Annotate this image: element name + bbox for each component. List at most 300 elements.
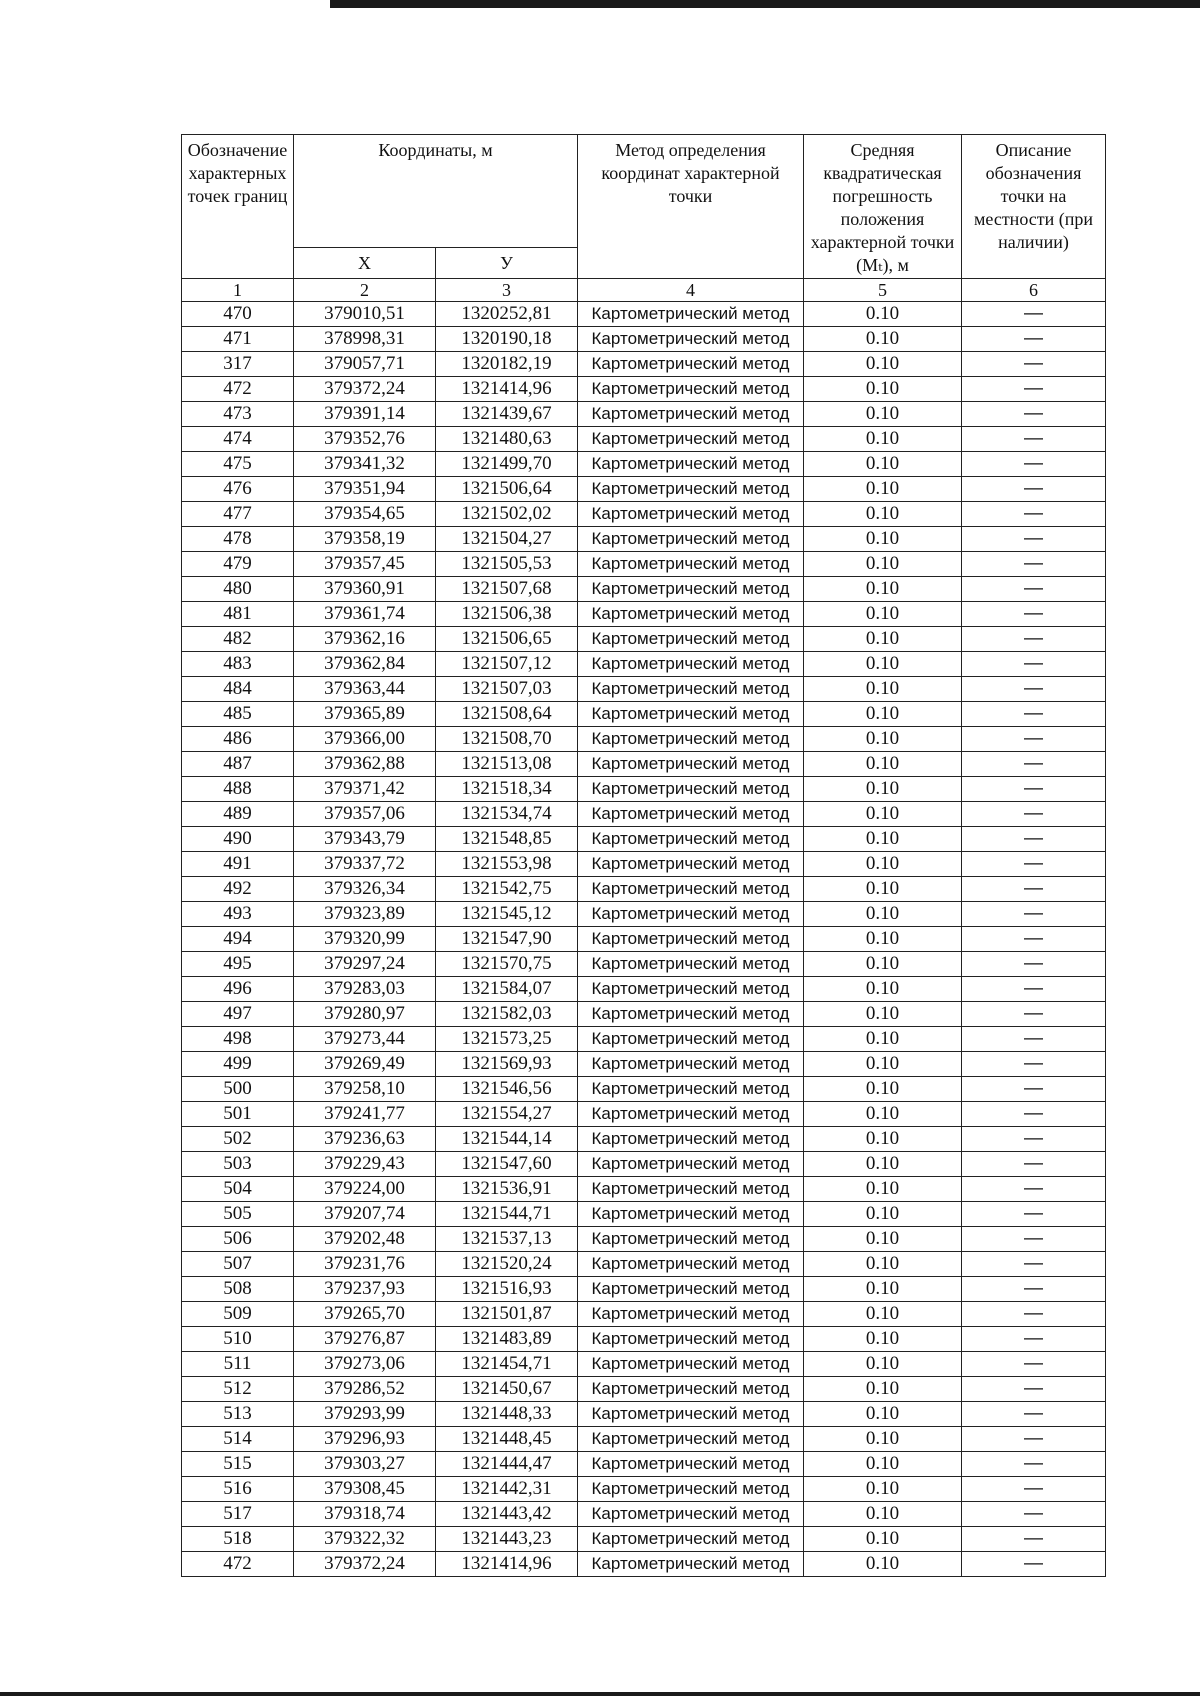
- cell-description: —: [962, 802, 1106, 827]
- cell-x: 379241,77: [294, 1102, 436, 1127]
- cell-x: 379010,51: [294, 302, 436, 327]
- cell-description: —: [962, 452, 1106, 477]
- cell-error: 0.10: [804, 402, 962, 427]
- cell-description: —: [962, 1302, 1106, 1327]
- header-error: Средняя квадратическая погрешность положения характерной точки (Mₜ), м: [804, 135, 962, 279]
- cell-y: 1321546,56: [436, 1077, 578, 1102]
- cell-y: 1321570,75: [436, 952, 578, 977]
- cell-x: 379363,44: [294, 677, 436, 702]
- cell-description: —: [962, 877, 1106, 902]
- cell-x: 379372,24: [294, 1552, 436, 1577]
- cell-description: —: [962, 1502, 1106, 1527]
- cell-y: 1321534,74: [436, 802, 578, 827]
- cell-error: 0.10: [804, 327, 962, 352]
- cell-description: —: [962, 952, 1106, 977]
- cell-method: Картометрический метод: [578, 1177, 804, 1202]
- cell-error: 0.10: [804, 1427, 962, 1452]
- cell-y: 1321508,64: [436, 702, 578, 727]
- table-row: [182, 1552, 1106, 1577]
- cell-y: 1321499,70: [436, 452, 578, 477]
- table-row: [182, 427, 1106, 452]
- cell-error: 0.10: [804, 1152, 962, 1177]
- cell-x: 379057,71: [294, 352, 436, 377]
- table-row: [182, 677, 1106, 702]
- cell-method: Картометрический метод: [578, 877, 804, 902]
- cell-description: —: [962, 1377, 1106, 1402]
- table-row: [182, 1302, 1106, 1327]
- cell-y: 1321506,38: [436, 602, 578, 627]
- cell-point-id: 480: [182, 577, 294, 602]
- cell-point-id: 472: [182, 1552, 294, 1577]
- cell-error: 0.10: [804, 1002, 962, 1027]
- cell-y: 1321513,08: [436, 752, 578, 777]
- cell-y: 1321548,85: [436, 827, 578, 852]
- table-row: [182, 1127, 1106, 1152]
- cell-description: —: [962, 1102, 1106, 1127]
- table-row: [182, 952, 1106, 977]
- cell-description: —: [962, 427, 1106, 452]
- cell-point-id: 510: [182, 1327, 294, 1352]
- table-row: [182, 1027, 1106, 1052]
- col-number: 3: [436, 279, 578, 302]
- cell-point-id: 470: [182, 302, 294, 327]
- cell-point-id: 474: [182, 427, 294, 452]
- table-row: [182, 852, 1106, 877]
- cell-method: Картометрический метод: [578, 1052, 804, 1077]
- cell-point-id: 518: [182, 1527, 294, 1552]
- cell-method: Картометрический метод: [578, 1227, 804, 1252]
- cell-method: Картометрический метод: [578, 602, 804, 627]
- cell-point-id: 481: [182, 602, 294, 627]
- header-description: Описание обозначения точки на местности (при наличии): [962, 135, 1106, 279]
- cell-error: 0.10: [804, 702, 962, 727]
- cell-error: 0.10: [804, 1077, 962, 1102]
- cell-method: Картометрический метод: [578, 1427, 804, 1452]
- cell-x: 379273,06: [294, 1352, 436, 1377]
- cell-method: Картометрический метод: [578, 352, 804, 377]
- cell-description: —: [962, 827, 1106, 852]
- cell-description: —: [962, 1127, 1106, 1152]
- cell-error: 0.10: [804, 502, 962, 527]
- cell-error: 0.10: [804, 377, 962, 402]
- cell-method: Картометрический метод: [578, 402, 804, 427]
- cell-method: Картометрический метод: [578, 377, 804, 402]
- cell-description: —: [962, 752, 1106, 777]
- cell-x: 379231,76: [294, 1252, 436, 1277]
- cell-description: —: [962, 1527, 1106, 1552]
- cell-x: 379283,03: [294, 977, 436, 1002]
- cell-error: 0.10: [804, 477, 962, 502]
- table-row: [182, 927, 1106, 952]
- cell-point-id: 494: [182, 927, 294, 952]
- cell-error: 0.10: [804, 1477, 962, 1502]
- cell-x: 379326,34: [294, 877, 436, 902]
- cell-x: 379273,44: [294, 1027, 436, 1052]
- header-method: Метод определения координат характерной точки: [578, 135, 804, 279]
- table-row: [182, 777, 1106, 802]
- cell-method: Картометрический метод: [578, 1252, 804, 1277]
- cell-y: 1321448,33: [436, 1402, 578, 1427]
- cell-point-id: 516: [182, 1477, 294, 1502]
- cell-y: 1321448,45: [436, 1427, 578, 1452]
- cell-description: —: [962, 1227, 1106, 1252]
- cell-error: 0.10: [804, 1227, 962, 1252]
- cell-point-id: 496: [182, 977, 294, 1002]
- cell-y: 1321547,60: [436, 1152, 578, 1177]
- cell-method: Картометрический метод: [578, 852, 804, 877]
- cell-y: 1321504,27: [436, 527, 578, 552]
- cell-method: Картометрический метод: [578, 1102, 804, 1127]
- cell-point-id: 317: [182, 352, 294, 377]
- cell-y: 1321439,67: [436, 402, 578, 427]
- col-number: 6: [962, 279, 1106, 302]
- cell-x: 379202,48: [294, 1227, 436, 1252]
- cell-description: —: [962, 1177, 1106, 1202]
- cell-y: 1321573,25: [436, 1027, 578, 1052]
- cell-y: 1321505,53: [436, 552, 578, 577]
- cell-x: 379358,19: [294, 527, 436, 552]
- cell-y: 1321554,27: [436, 1102, 578, 1127]
- cell-y: 1321569,93: [436, 1052, 578, 1077]
- cell-error: 0.10: [804, 877, 962, 902]
- cell-description: —: [962, 1252, 1106, 1277]
- cell-method: Картометрический метод: [578, 477, 804, 502]
- cell-method: Картометрический метод: [578, 302, 804, 327]
- cell-y: 1321547,90: [436, 927, 578, 952]
- cell-description: —: [962, 677, 1106, 702]
- cell-point-id: 514: [182, 1427, 294, 1452]
- cell-error: 0.10: [804, 1102, 962, 1127]
- cell-x: 379322,32: [294, 1527, 436, 1552]
- cell-y: 1321507,03: [436, 677, 578, 702]
- cell-description: —: [962, 1077, 1106, 1102]
- cell-point-id: 484: [182, 677, 294, 702]
- cell-x: 379366,00: [294, 727, 436, 752]
- cell-description: —: [962, 1002, 1106, 1027]
- cell-point-id: 491: [182, 852, 294, 877]
- cell-error: 0.10: [804, 1177, 962, 1202]
- cell-method: Картометрический метод: [578, 827, 804, 852]
- cell-point-id: 504: [182, 1177, 294, 1202]
- cell-x: 379337,72: [294, 852, 436, 877]
- cell-error: 0.10: [804, 1552, 962, 1577]
- table-row: [182, 727, 1106, 752]
- cell-y: 1321536,91: [436, 1177, 578, 1202]
- cell-error: 0.10: [804, 352, 962, 377]
- cell-error: 0.10: [804, 1052, 962, 1077]
- cell-description: —: [962, 627, 1106, 652]
- cell-method: Картометрический метод: [578, 1152, 804, 1177]
- cell-error: 0.10: [804, 1452, 962, 1477]
- cell-x: 379296,93: [294, 1427, 436, 1452]
- cell-x: 379286,52: [294, 1377, 436, 1402]
- cell-error: 0.10: [804, 977, 962, 1002]
- cell-method: Картометрический метод: [578, 452, 804, 477]
- cell-x: 379265,70: [294, 1302, 436, 1327]
- table-row: [182, 1177, 1106, 1202]
- cell-y: 1321516,93: [436, 1277, 578, 1302]
- table-row: [182, 652, 1106, 677]
- cell-error: 0.10: [804, 1377, 962, 1402]
- cell-description: —: [962, 377, 1106, 402]
- cell-method: Картометрический метод: [578, 552, 804, 577]
- cell-y: 1321507,68: [436, 577, 578, 602]
- cell-error: 0.10: [804, 1527, 962, 1552]
- cell-x: 379224,00: [294, 1177, 436, 1202]
- cell-x: 379357,45: [294, 552, 436, 577]
- cell-y: 1321443,23: [436, 1527, 578, 1552]
- cell-error: 0.10: [804, 1252, 962, 1277]
- cell-error: 0.10: [804, 602, 962, 627]
- cell-error: 0.10: [804, 1027, 962, 1052]
- cell-point-id: 506: [182, 1227, 294, 1252]
- cell-description: —: [962, 302, 1106, 327]
- cell-y: 1321444,47: [436, 1452, 578, 1477]
- cell-error: 0.10: [804, 852, 962, 877]
- cell-description: —: [962, 652, 1106, 677]
- col-number: 1: [182, 279, 294, 302]
- cell-method: Картометрический метод: [578, 427, 804, 452]
- table-row: [182, 702, 1106, 727]
- cell-point-id: 501: [182, 1102, 294, 1127]
- cell-point-id: 503: [182, 1152, 294, 1177]
- cell-description: —: [962, 1052, 1106, 1077]
- cell-error: 0.10: [804, 627, 962, 652]
- table-row: [182, 1377, 1106, 1402]
- table-row: [182, 1152, 1106, 1177]
- cell-error: 0.10: [804, 577, 962, 602]
- cell-y: 1321450,67: [436, 1377, 578, 1402]
- cell-point-id: 482: [182, 627, 294, 652]
- cell-y: 1321584,07: [436, 977, 578, 1002]
- cell-x: 379229,43: [294, 1152, 436, 1177]
- table-row: [182, 1002, 1106, 1027]
- cell-x: 379280,97: [294, 1002, 436, 1027]
- cell-point-id: 513: [182, 1402, 294, 1427]
- table-row: [182, 527, 1106, 552]
- table-row: [182, 1102, 1106, 1127]
- cell-y: 1321507,12: [436, 652, 578, 677]
- cell-method: Картометрический метод: [578, 327, 804, 352]
- cell-x: 379362,16: [294, 627, 436, 652]
- cell-description: —: [962, 1552, 1106, 1577]
- cell-y: 1321414,96: [436, 377, 578, 402]
- cell-method: Картометрический метод: [578, 1302, 804, 1327]
- cell-y: 1321442,31: [436, 1477, 578, 1502]
- cell-point-id: 487: [182, 752, 294, 777]
- cell-y: 1321518,34: [436, 777, 578, 802]
- cell-x: 379372,24: [294, 377, 436, 402]
- table-row: [182, 402, 1106, 427]
- cell-x: 379371,42: [294, 777, 436, 802]
- table-row: [182, 902, 1106, 927]
- cell-point-id: 498: [182, 1027, 294, 1052]
- cell-point-id: 500: [182, 1077, 294, 1102]
- cell-y: 1321545,12: [436, 902, 578, 927]
- cell-description: —: [962, 852, 1106, 877]
- cell-description: —: [962, 552, 1106, 577]
- cell-description: —: [962, 527, 1106, 552]
- cell-method: Картометрический метод: [578, 727, 804, 752]
- cell-error: 0.10: [804, 1302, 962, 1327]
- cell-method: Картометрический метод: [578, 577, 804, 602]
- cell-error: 0.10: [804, 902, 962, 927]
- cell-point-id: 490: [182, 827, 294, 852]
- cell-point-id: 492: [182, 877, 294, 902]
- table-body: [182, 302, 1106, 1577]
- cell-method: Картометрический метод: [578, 1027, 804, 1052]
- table-row: [182, 977, 1106, 1002]
- cell-method: Картометрический метод: [578, 1077, 804, 1102]
- cell-error: 0.10: [804, 952, 962, 977]
- table-row: [182, 327, 1106, 352]
- cell-point-id: 472: [182, 377, 294, 402]
- cell-method: Картометрический метод: [578, 1502, 804, 1527]
- cell-method: Картометрический метод: [578, 1477, 804, 1502]
- cell-x: 379320,99: [294, 927, 436, 952]
- cell-x: 379362,84: [294, 652, 436, 677]
- cell-method: Картометрический метод: [578, 777, 804, 802]
- cell-y: 1321506,65: [436, 627, 578, 652]
- cell-method: Картометрический метод: [578, 1127, 804, 1152]
- coordinates-table: [181, 134, 1106, 1577]
- table-row: [182, 627, 1106, 652]
- cell-x: 379269,49: [294, 1052, 436, 1077]
- cell-error: 0.10: [804, 827, 962, 852]
- cell-description: —: [962, 1202, 1106, 1227]
- cell-description: —: [962, 727, 1106, 752]
- cell-y: 1321520,24: [436, 1252, 578, 1277]
- cell-method: Картометрический метод: [578, 1202, 804, 1227]
- col-number: 4: [578, 279, 804, 302]
- cell-error: 0.10: [804, 1402, 962, 1427]
- table-row: [182, 352, 1106, 377]
- table-row: [182, 1452, 1106, 1477]
- cell-description: —: [962, 602, 1106, 627]
- cell-method: Картометрический метод: [578, 1527, 804, 1552]
- table-row: [182, 802, 1106, 827]
- table-row: [182, 752, 1106, 777]
- cell-description: —: [962, 1477, 1106, 1502]
- table-row: [182, 477, 1106, 502]
- table-row: [182, 1227, 1106, 1252]
- cell-description: —: [962, 1027, 1106, 1052]
- table-row: [182, 1277, 1106, 1302]
- cell-point-id: 475: [182, 452, 294, 477]
- cell-x: 379352,76: [294, 427, 436, 452]
- cell-method: Картометрический метод: [578, 1352, 804, 1377]
- cell-error: 0.10: [804, 1352, 962, 1377]
- table-row: [182, 377, 1106, 402]
- cell-y: 1321454,71: [436, 1352, 578, 1377]
- cell-description: —: [962, 902, 1106, 927]
- cell-x: 379362,88: [294, 752, 436, 777]
- cell-error: 0.10: [804, 552, 962, 577]
- cell-description: —: [962, 1402, 1106, 1427]
- cell-error: 0.10: [804, 1127, 962, 1152]
- cell-y: 1321508,70: [436, 727, 578, 752]
- cell-method: Картометрический метод: [578, 902, 804, 927]
- cell-method: Картометрический метод: [578, 802, 804, 827]
- cell-error: 0.10: [804, 1202, 962, 1227]
- col-number: 2: [294, 279, 436, 302]
- cell-y: 1321542,75: [436, 877, 578, 902]
- table-row: [182, 1352, 1106, 1377]
- table-row: [182, 502, 1106, 527]
- cell-description: —: [962, 1427, 1106, 1452]
- col-number: 5: [804, 279, 962, 302]
- cell-point-id: 488: [182, 777, 294, 802]
- cell-point-id: 499: [182, 1052, 294, 1077]
- cell-error: 0.10: [804, 927, 962, 952]
- cell-point-id: 476: [182, 477, 294, 502]
- cell-y: 1321544,14: [436, 1127, 578, 1152]
- cell-x: 378998,31: [294, 327, 436, 352]
- cell-error: 0.10: [804, 1502, 962, 1527]
- cell-point-id: 493: [182, 902, 294, 927]
- table-row: [182, 302, 1106, 327]
- cell-point-id: 477: [182, 502, 294, 527]
- cell-method: Картометрический метод: [578, 652, 804, 677]
- table-row: [182, 1327, 1106, 1352]
- cell-x: 379303,27: [294, 1452, 436, 1477]
- cell-x: 379276,87: [294, 1327, 436, 1352]
- cell-description: —: [962, 577, 1106, 602]
- cell-y: 1320182,19: [436, 352, 578, 377]
- cell-y: 1320190,18: [436, 327, 578, 352]
- cell-description: —: [962, 1152, 1106, 1177]
- cell-description: —: [962, 502, 1106, 527]
- cell-x: 379318,74: [294, 1502, 436, 1527]
- cell-point-id: 511: [182, 1352, 294, 1377]
- cell-error: 0.10: [804, 777, 962, 802]
- cell-point-id: 505: [182, 1202, 294, 1227]
- cell-x: 379323,89: [294, 902, 436, 927]
- cell-point-id: 495: [182, 952, 294, 977]
- scan-edge-bottom: [0, 1692, 1200, 1696]
- cell-error: 0.10: [804, 302, 962, 327]
- cell-error: 0.10: [804, 1327, 962, 1352]
- cell-description: —: [962, 402, 1106, 427]
- cell-method: Картометрический метод: [578, 1002, 804, 1027]
- cell-error: 0.10: [804, 677, 962, 702]
- cell-y: 1321553,98: [436, 852, 578, 877]
- cell-method: Картометрический метод: [578, 627, 804, 652]
- cell-point-id: 517: [182, 1502, 294, 1527]
- cell-x: 379391,14: [294, 402, 436, 427]
- cell-error: 0.10: [804, 1277, 962, 1302]
- cell-error: 0.10: [804, 427, 962, 452]
- cell-x: 379351,94: [294, 477, 436, 502]
- cell-point-id: 483: [182, 652, 294, 677]
- header-coordinates: Координаты, м: [294, 135, 578, 248]
- cell-point-id: 479: [182, 552, 294, 577]
- cell-point-id: 489: [182, 802, 294, 827]
- table-row: [182, 1252, 1106, 1277]
- cell-method: Картометрический метод: [578, 1377, 804, 1402]
- cell-x: 379361,74: [294, 602, 436, 627]
- cell-description: —: [962, 977, 1106, 1002]
- cell-description: —: [962, 777, 1106, 802]
- table-row: [182, 1402, 1106, 1427]
- header-y: У: [436, 248, 578, 279]
- cell-error: 0.10: [804, 452, 962, 477]
- cell-method: Картометрический метод: [578, 977, 804, 1002]
- table-row: [182, 1477, 1106, 1502]
- cell-x: 379293,99: [294, 1402, 436, 1427]
- cell-method: Картометрический метод: [578, 1327, 804, 1352]
- cell-method: Картометрический метод: [578, 1452, 804, 1477]
